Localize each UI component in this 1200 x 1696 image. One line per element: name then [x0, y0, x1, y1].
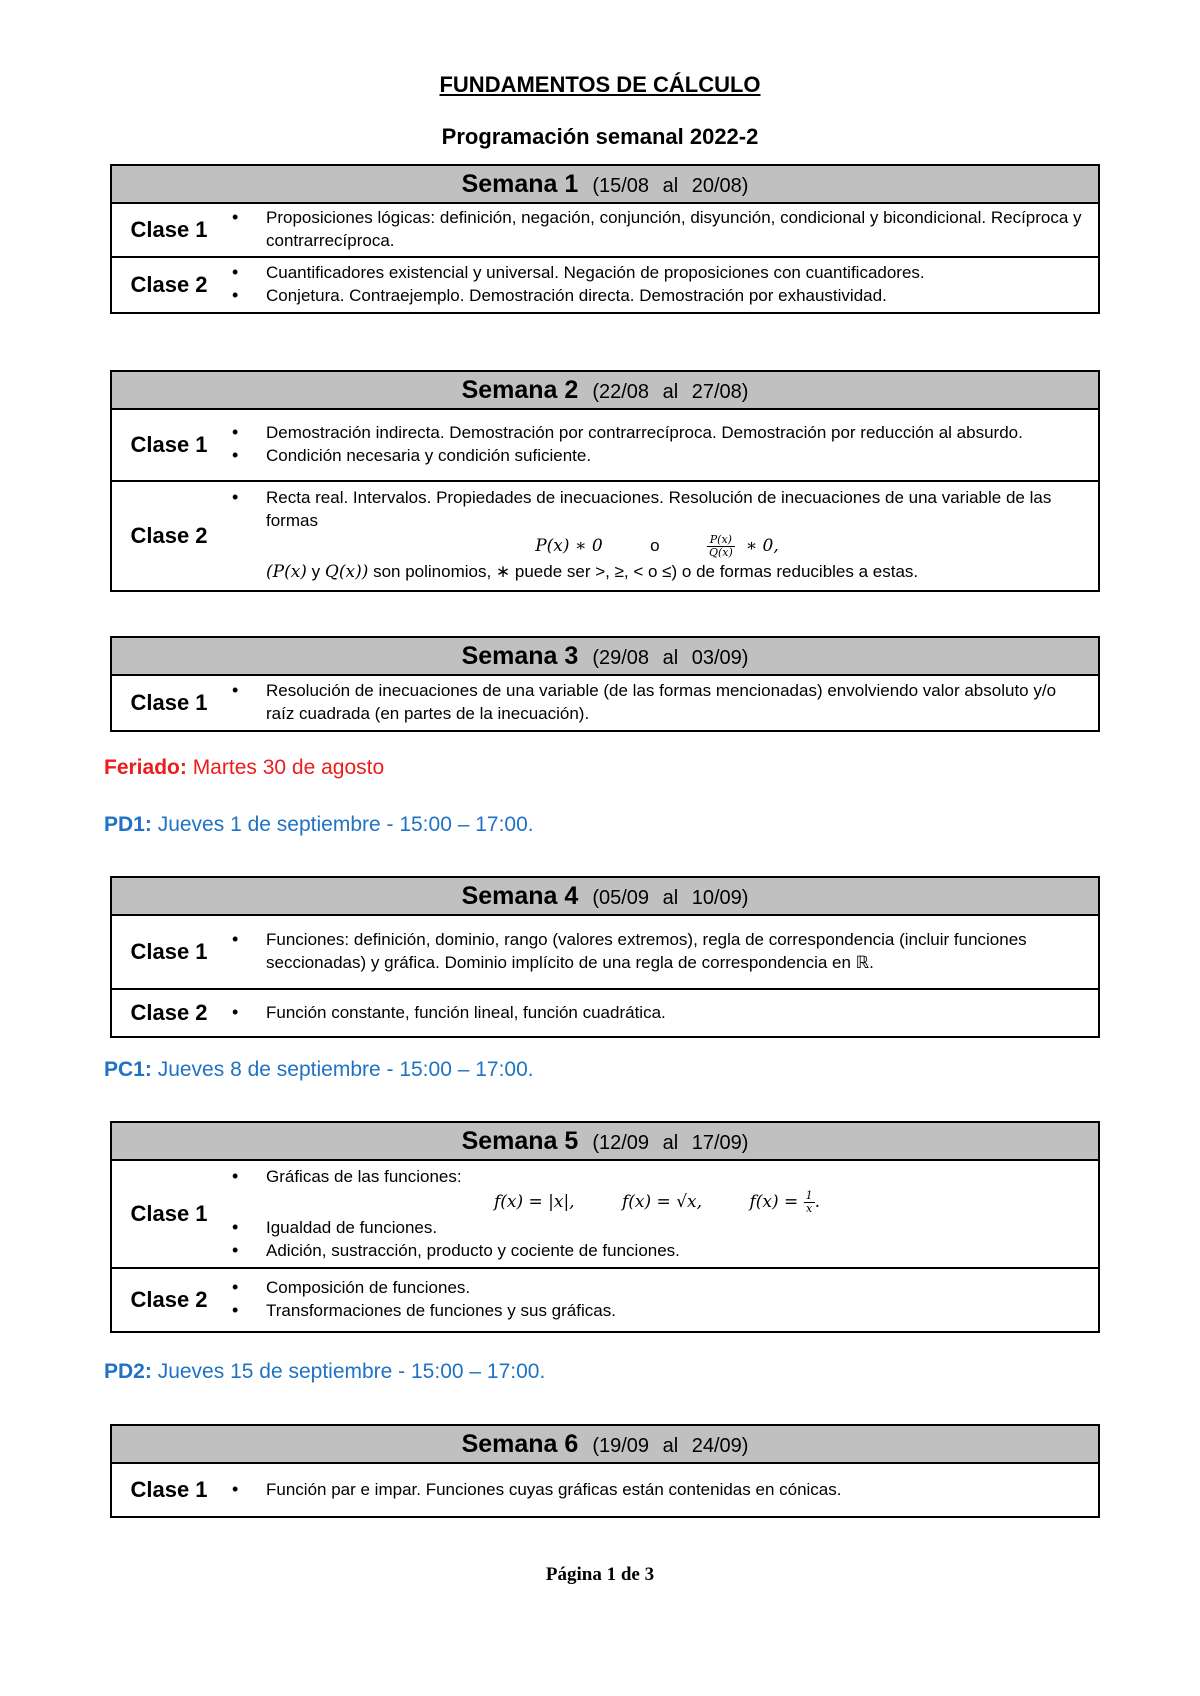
class-content [226, 409, 1099, 481]
topic-item: • Cuantificadores existencial y universal. Negación de proposiciones con cuantificadores. [226, 261, 1088, 284]
formula-note [226, 560, 1088, 584]
fraction-numerator: P(x) [707, 534, 735, 547]
week-name: Semana 5 [461, 1127, 579, 1155]
class-label: Clase 2 [111, 989, 226, 1037]
topic-item: • Composición de funciones. [226, 1276, 1088, 1299]
week-header [111, 1122, 1099, 1160]
fraction [804, 1190, 815, 1215]
holiday-label: Feriado: [104, 756, 187, 779]
week-range: (12/09 al 17/09) [592, 1132, 749, 1154]
week-range: (19/09 al 24/09) [592, 1435, 749, 1457]
note-y: y [311, 562, 321, 581]
topic-item: • Proposiciones lógicas: definición, negación, conjunción, disyunción, condicional y bicondicional. Recíproca y contrarrecíproca. [226, 206, 1088, 252]
class-label: Clase 1 [111, 409, 226, 481]
week-range: (29/08 al 03/09) [592, 647, 749, 669]
formula-sqrt: f(x) = √x, [622, 1191, 703, 1212]
holiday-text: Martes 30 de agosto [192, 756, 385, 779]
week-header [111, 165, 1099, 203]
class-content [226, 675, 1099, 731]
document-subtitle: Programación semanal 2022-2 [441, 124, 759, 149]
note-q: Q(x)) [324, 562, 369, 582]
week-range: (15/08 al 20/08) [592, 175, 749, 197]
week-name: Semana 6 [461, 1430, 579, 1458]
formula-left: P(x) ∗ 0 [535, 536, 603, 556]
class-content [226, 257, 1099, 313]
holiday-note [104, 756, 384, 780]
formula-right: ∗ 0, [745, 536, 779, 556]
class-label: Clase 1 [111, 1160, 226, 1268]
topic-item: • Condición necesaria y condición suficiente. [226, 444, 1088, 467]
pd1-note [104, 813, 534, 837]
week-name: Semana 1 [461, 170, 579, 198]
class-label: Clase 1 [111, 675, 226, 731]
topic-item: • Recta real. Intervalos. Propiedades de inecuaciones. Resolución de inecuaciones de una variable de las formas [226, 486, 1088, 532]
topic-item: • Demostración indirecta. Demostración por contrarrecíproca. Demostración por reducción al absurdo. [226, 421, 1088, 444]
pc1-text: Jueves 8 de septiembre - 15:00 – 17:00. [157, 1058, 534, 1081]
week-4-table [110, 876, 1100, 1038]
fraction-denominator: Q(x) [708, 546, 733, 559]
topic-item: • Resolución de inecuaciones de una variable (de las formas mencionadas) envolviendo valor absoluto y/o raíz cuadrada (en partes de la inecuación). [226, 679, 1088, 725]
class-content [226, 915, 1099, 989]
fraction-numerator: 1 [805, 1188, 813, 1202]
class-label: Clase 2 [111, 481, 226, 591]
functions-formula: f(x) = |x|, f(x) = √x, f(x) = $\frac{1}{x}$ . [493, 1188, 821, 1215]
page-number: Página 1 de 3 [545, 1564, 655, 1585]
topic-item: • Funciones: definición, dominio, rango (valores extremos), regla de correspondencia (incluir funciones seccionadas) y gráfica. Dominio implícito de una regla de correspondencia en ℝ. [226, 928, 1088, 974]
note-rest: son polinomios, ∗ puede ser >, ≥, < o ≤) o de formas reducibles a estas. [373, 562, 919, 581]
fraction-denominator: x [806, 1201, 813, 1215]
pd1-label: PD1: [104, 813, 152, 836]
pd2-note [104, 1360, 545, 1384]
class-label: Clase 2 [111, 1268, 226, 1332]
document-title: FUNDAMENTOS DE CÁLCULO [439, 72, 761, 97]
topic-item: • Adición, sustracción, producto y cociente de funciones. [226, 1239, 1088, 1262]
formula-reciprocal: f(x) = [749, 1191, 799, 1212]
pc1-label: PC1: [104, 1058, 152, 1081]
topic-item: • Igualdad de funciones. [226, 1216, 1088, 1239]
week-2-table [110, 370, 1100, 592]
topic-item: • Función par e impar. Funciones cuyas gráficas están contenidas en cónicas. [226, 1478, 1088, 1501]
topic-item: • Función constante, función lineal, función cuadrática. [226, 1001, 1088, 1024]
topic-item: • Gráficas de las funciones: [226, 1165, 1088, 1188]
class-content [226, 989, 1099, 1037]
pc1-note [104, 1058, 534, 1082]
week-name: Semana 2 [461, 376, 579, 404]
week-name: Semana 4 [461, 882, 579, 910]
week-name: Semana 3 [461, 642, 579, 670]
class-content [226, 203, 1099, 257]
inequality-formula [226, 532, 1088, 560]
week-1-table [110, 164, 1100, 314]
class-label: Clase 2 [111, 257, 226, 313]
formula-abs: f(x) = |x|, [493, 1191, 575, 1212]
note-p: (P(x) [266, 562, 307, 582]
class-content [226, 1463, 1099, 1517]
week-header [111, 1425, 1099, 1463]
topic-item: • Conjetura. Contraejemplo. Demostración directa. Demostración por exhaustividad. [226, 284, 1088, 307]
class-label: Clase 1 [111, 1463, 226, 1517]
week-3-table [110, 636, 1100, 732]
pd2-text: Jueves 15 de septiembre - 15:00 – 17:00. [157, 1360, 546, 1383]
class-label: Clase 1 [111, 915, 226, 989]
class-content [226, 481, 1099, 591]
pd1-text: Jueves 1 de septiembre - 15:00 – 17:00. [157, 813, 534, 836]
class-content [226, 1268, 1099, 1332]
week-header [111, 371, 1099, 409]
class-label: Clase 1 [111, 203, 226, 257]
week-range: (05/09 al 10/09) [592, 887, 749, 909]
week-range: (22/08 al 27/08) [592, 381, 749, 403]
formula-connector: o [650, 536, 660, 555]
fraction [707, 534, 735, 559]
week-5-table [110, 1121, 1100, 1333]
week-header [111, 877, 1099, 915]
week-header [111, 637, 1099, 675]
topic-item: • Transformaciones de funciones y sus gráficas. [226, 1299, 1088, 1322]
pd2-label: PD2: [104, 1360, 152, 1383]
week-6-table [110, 1424, 1100, 1518]
class-content [226, 1160, 1099, 1268]
